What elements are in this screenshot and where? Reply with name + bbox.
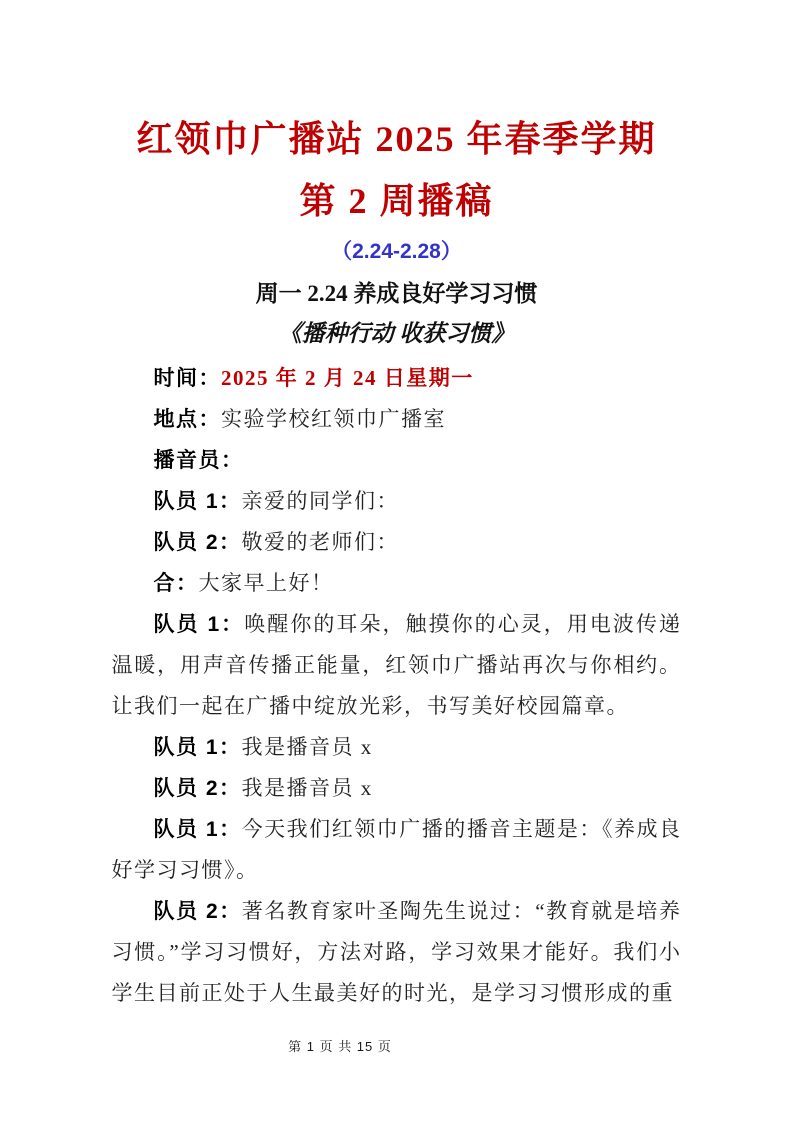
dialogue-line xyxy=(112,891,682,1014)
dialogue-line xyxy=(112,809,682,891)
dialogue-text: 我是播音员 x xyxy=(241,776,373,800)
dialogue-line xyxy=(112,563,682,604)
speaker-label: 队员 2： xyxy=(153,531,242,554)
speaker-label: 队员 2： xyxy=(153,900,242,923)
speaker-label: 队员 2： xyxy=(153,777,242,800)
date-range: （2.24-2.28） xyxy=(331,240,462,263)
section-subheading: 《播种行动 收获习惯》 xyxy=(278,321,515,346)
dialogue-line xyxy=(112,481,682,522)
document-title xyxy=(0,108,793,232)
location-label: 地点： xyxy=(153,408,221,431)
dialogue-text: 大家早上好！ xyxy=(198,571,334,595)
document-body xyxy=(112,358,682,1014)
dialogue-line xyxy=(112,727,682,768)
speaker-label: 队员 1： xyxy=(153,818,242,841)
dialogue-text: 亲爱的同学们： xyxy=(241,489,400,513)
time-label: 时间： xyxy=(153,367,221,390)
speaker-label: 队员 1： xyxy=(153,736,242,759)
meta-location-line xyxy=(112,399,682,440)
meta-announcer-line xyxy=(112,440,682,481)
section-heading: 周一 2.24 养成良好学习习惯 xyxy=(255,281,538,306)
dialogue-text: 唤醒你的耳朵，触摸你的心灵，用电波传递温暖，用声音传播正能量，红领巾广播站再次与你相约。让我们一起在广播中绽放光彩，书写美好校园篇章。 xyxy=(111,612,682,718)
dialogue-line xyxy=(112,522,682,563)
time-value: 2025 年 2 月 24 日星期一 xyxy=(221,366,474,390)
dialogue-line xyxy=(112,768,682,809)
dialogue-line xyxy=(112,604,682,727)
meta-time-line xyxy=(112,358,682,399)
dialogue-text: 著名教育家叶圣陶先生说过：“教育就是培养习惯。”学习习惯好，方法对路，学习效果才能好。我们小学生目前正处于人生最美好的时光，是学习习惯形成的重 xyxy=(111,899,682,1005)
announcer-label: 播音员： xyxy=(153,449,244,472)
page-footer xyxy=(0,1038,680,1056)
speaker-label: 队员 1： xyxy=(153,490,242,513)
dialogue-text: 敬爱的老师们： xyxy=(241,530,400,554)
page-number-info: 第 1 页 共 15 页 xyxy=(288,1039,392,1054)
dialogue-text: 我是播音员 x xyxy=(241,735,373,759)
speaker-label: 队员 1： xyxy=(153,613,245,636)
dialogue-text: 今天我们红领巾广播的播音主题是：《养成良好学习习惯》。 xyxy=(111,817,682,882)
location-value: 实验学校红领巾广播室 xyxy=(221,407,446,431)
speaker-label: 合： xyxy=(153,572,199,595)
document-title-line1: 红领巾广播站 2025 年春季学期 xyxy=(136,119,657,159)
document-title-line2: 第 2 周播稿 xyxy=(299,181,494,221)
